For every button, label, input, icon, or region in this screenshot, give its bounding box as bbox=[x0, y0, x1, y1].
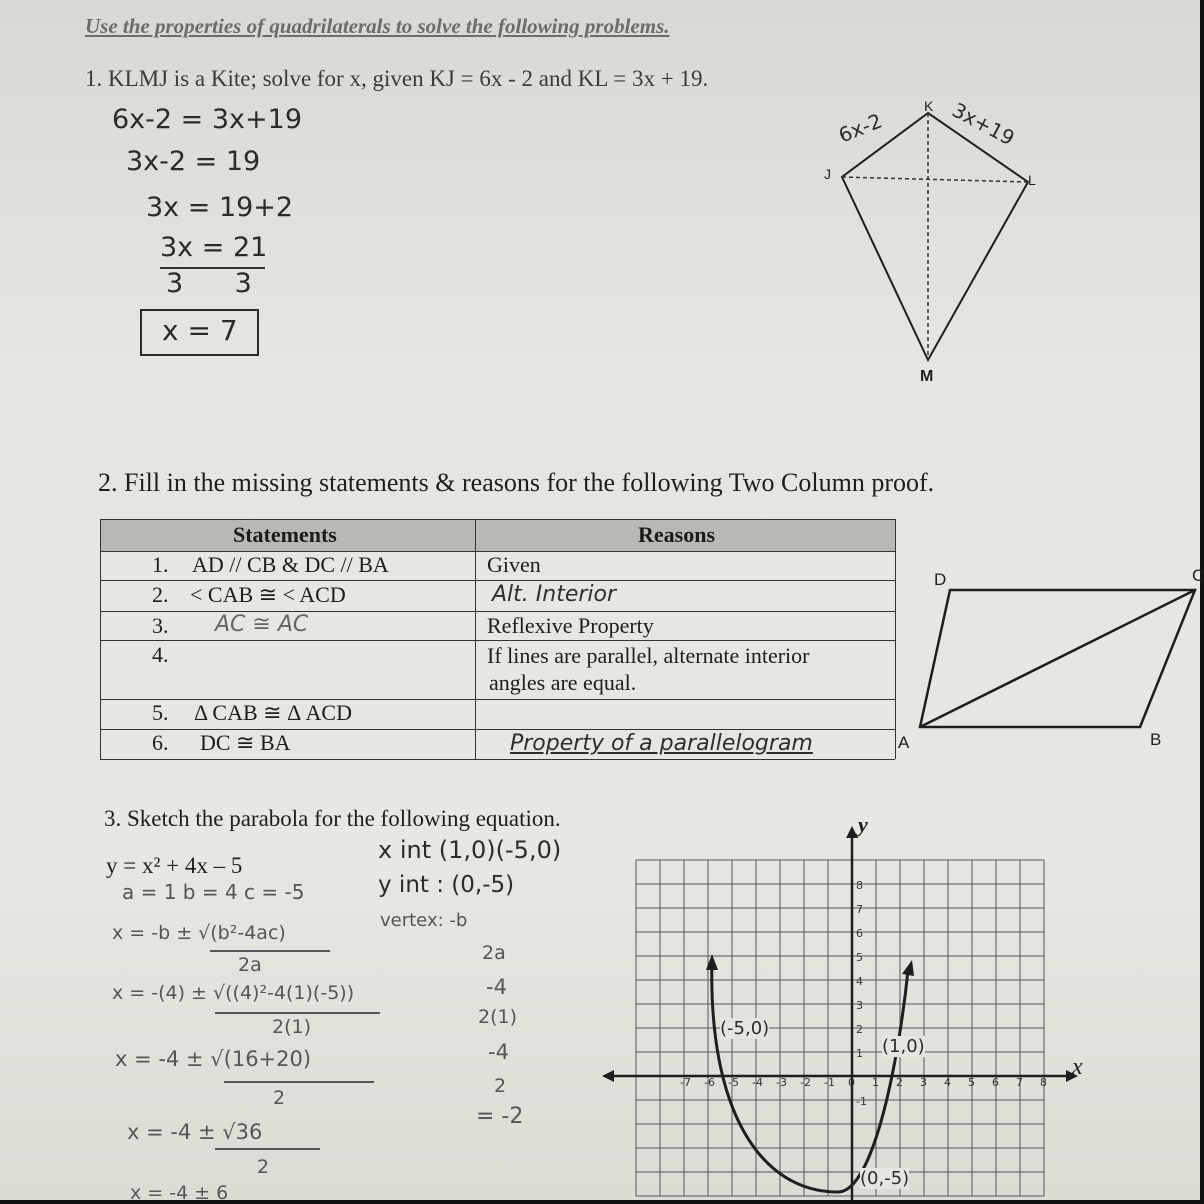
x-tick-label: 2 bbox=[896, 1076, 903, 1089]
proof-row-5-statement: Δ CAB ≅ Δ ACD bbox=[194, 700, 352, 725]
proof-row-1-num: 1. bbox=[152, 552, 169, 577]
x-tick-label: -4 bbox=[752, 1076, 763, 1089]
coordinate-grid bbox=[600, 820, 1100, 1200]
kite-vertex-j: J bbox=[824, 166, 831, 182]
p1-work-line-5: 3 3 bbox=[166, 268, 252, 299]
p3-vertex-denom: 2a bbox=[482, 942, 506, 964]
p3-vertex-simp-den: 2 bbox=[494, 1075, 507, 1097]
p1-work-line-2: 3x-2 = 19 bbox=[126, 146, 261, 177]
point-label-neg5-0: (-5,0) bbox=[720, 1018, 770, 1039]
proof-table bbox=[100, 519, 895, 759]
parallelogram-vertex-b: B bbox=[1150, 730, 1162, 749]
x-tick-label: 6 bbox=[992, 1076, 999, 1089]
proof-row-2-statement: < CAB ≅ < ACD bbox=[190, 582, 346, 607]
x-axis-label: x bbox=[1072, 1054, 1083, 1080]
point-label-1-0: (1,0) bbox=[882, 1036, 925, 1057]
x-tick-label: 1 bbox=[872, 1076, 879, 1089]
y-tick-label: -1 bbox=[856, 1095, 867, 1108]
y-tick-label: 4 bbox=[856, 975, 863, 988]
p3-vertex-sub-den: 2(1) bbox=[478, 1006, 518, 1028]
x-tick-label: 0 bbox=[848, 1076, 855, 1089]
proof-row-3-reason: Reflexive Property bbox=[487, 613, 654, 638]
x-tick-label: -3 bbox=[776, 1076, 787, 1089]
x-tick-label: -1 bbox=[824, 1076, 835, 1089]
proof-row-2-reason: Alt. Interior bbox=[492, 582, 617, 607]
problem1-prompt: 1. KLMJ is a Kite; solve for x, given KJ = 6x - 2 and KL = 3x + 19. bbox=[85, 66, 709, 91]
parallelogram-vertex-a: A bbox=[898, 733, 910, 752]
proof-row-3-statement: AC ≅ AC bbox=[215, 612, 309, 637]
proof-row-3-num: 3. bbox=[152, 613, 169, 638]
p3-vertex-label: vertex: -b bbox=[380, 910, 468, 931]
p3-y-intercept: y int : (0,-5) bbox=[378, 872, 515, 898]
y-tick-label: 2 bbox=[856, 1023, 863, 1036]
parallelogram-figure bbox=[900, 570, 1200, 750]
p3-bar-3 bbox=[224, 1081, 374, 1083]
proof-row-1-reason: Given bbox=[487, 552, 541, 577]
y-axis-arrow-up bbox=[846, 826, 858, 838]
x-tick-label: 5 bbox=[968, 1076, 975, 1089]
problem3-prompt: 3. Sketch the parabola for the following equation. bbox=[104, 806, 561, 831]
y-tick-label: 3 bbox=[856, 999, 863, 1012]
x-tick-label: -5 bbox=[728, 1076, 739, 1089]
kite-vertex-m: M bbox=[920, 368, 934, 385]
parallelogram-vertex-d: D bbox=[934, 570, 947, 589]
proof-row-4-reason-line-2: angles are equal. bbox=[489, 670, 637, 695]
y-axis-label: y bbox=[858, 812, 868, 837]
proof-table-header bbox=[100, 519, 895, 551]
x-tick-label: 3 bbox=[920, 1076, 927, 1089]
p3-denominator-1: 2a bbox=[238, 954, 262, 976]
proof-row-6-num: 6. bbox=[152, 730, 169, 755]
p3-x-intercepts: x int (1,0)(-5,0) bbox=[378, 836, 562, 864]
x-tick-label: 8 bbox=[1040, 1076, 1047, 1089]
problem2-prompt: 2. Fill in the missing statements & reasons for the following Two Column proof. bbox=[98, 468, 935, 497]
y-tick-label: 5 bbox=[856, 951, 863, 964]
x-tick-label: -6 bbox=[704, 1076, 715, 1089]
p3-denominator-4: 2 bbox=[257, 1156, 270, 1178]
p3-quadratic-formula: x = -b ± √(b²-4ac) bbox=[112, 922, 286, 944]
p3-bar-4 bbox=[215, 1148, 320, 1150]
p3-denominator-3: 2 bbox=[273, 1087, 286, 1109]
proof-row-6-statement: DC ≅ BA bbox=[200, 730, 291, 755]
proof-row-4-num: 4. bbox=[152, 642, 169, 667]
y-tick-label: 6 bbox=[856, 927, 863, 940]
x-axis-arrow-left bbox=[602, 1070, 614, 1082]
proof-row-1-statement: AD // CB & DC // BA bbox=[192, 552, 389, 577]
point-label-0-neg5: (0,-5) bbox=[860, 1168, 910, 1189]
x-tick-label: 4 bbox=[944, 1076, 951, 1089]
p3-simplify-3: x = -4 ± 6 bbox=[130, 1182, 229, 1204]
proof-row-2-num: 2. bbox=[152, 582, 169, 607]
p3-simplify-1: x = -4 ± √(16+20) bbox=[115, 1047, 312, 1071]
p3-simplify-2: x = -4 ± √36 bbox=[127, 1120, 263, 1144]
kite-vertex-k: K bbox=[924, 98, 934, 114]
kite-diagonal-jl bbox=[842, 177, 1028, 182]
y-tick-label: 7 bbox=[856, 903, 863, 916]
reasons-header: Reasons bbox=[638, 522, 716, 547]
y-tick-label: 1 bbox=[856, 1047, 863, 1060]
p3-substitution: x = -(4) ± √((4)²-4(1)(-5)) bbox=[112, 982, 355, 1004]
y-tick-label: 8 bbox=[856, 879, 863, 892]
kite-vertex-l: L bbox=[1028, 172, 1036, 188]
parabola-arrow-right bbox=[902, 960, 914, 976]
instructions-text: Use the properties of quadrilaterals to solve the following problems. bbox=[85, 14, 670, 38]
p1-work-line-4: 3x = 21 bbox=[160, 232, 268, 263]
proof-row-5-num: 5. bbox=[152, 700, 169, 725]
x-tick-label: 7 bbox=[1016, 1076, 1023, 1089]
p3-vertex-result: = -2 bbox=[476, 1104, 524, 1129]
p3-vertex-sub-num: -4 bbox=[486, 975, 507, 999]
p1-answer: x = 7 bbox=[162, 314, 238, 347]
x-tick-label: -2 bbox=[800, 1076, 811, 1089]
p3-coefficients: a = 1 b = 4 c = -5 bbox=[122, 880, 305, 904]
parallelogram-vertex-c: C bbox=[1192, 566, 1204, 585]
kite-side-label-kl: 3x+19 bbox=[948, 97, 1019, 151]
p1-work-line-3: 3x = 19+2 bbox=[146, 192, 294, 223]
kite-outline bbox=[842, 113, 1028, 360]
statements-header: Statements bbox=[233, 522, 337, 547]
p3-vertex-simp-num: -4 bbox=[488, 1040, 509, 1064]
p3-denominator-2: 2(1) bbox=[272, 1016, 312, 1038]
proof-row-6-reason: Property of a parallelogram bbox=[510, 731, 813, 756]
p1-work-line-1: 6x-2 = 3x+19 bbox=[112, 104, 303, 135]
parallelogram-diagonal-ac bbox=[920, 590, 1195, 727]
p3-bar-1 bbox=[210, 950, 330, 952]
p3-bar-2 bbox=[215, 1012, 380, 1014]
problem3-equation: y = x² + 4x – 5 bbox=[106, 853, 243, 878]
proof-row-4-reason-line-1: If lines are parallel, alternate interior bbox=[487, 643, 810, 668]
x-tick-label: -7 bbox=[680, 1076, 691, 1089]
kite-side-label-kj: 6x-2 bbox=[835, 108, 886, 148]
